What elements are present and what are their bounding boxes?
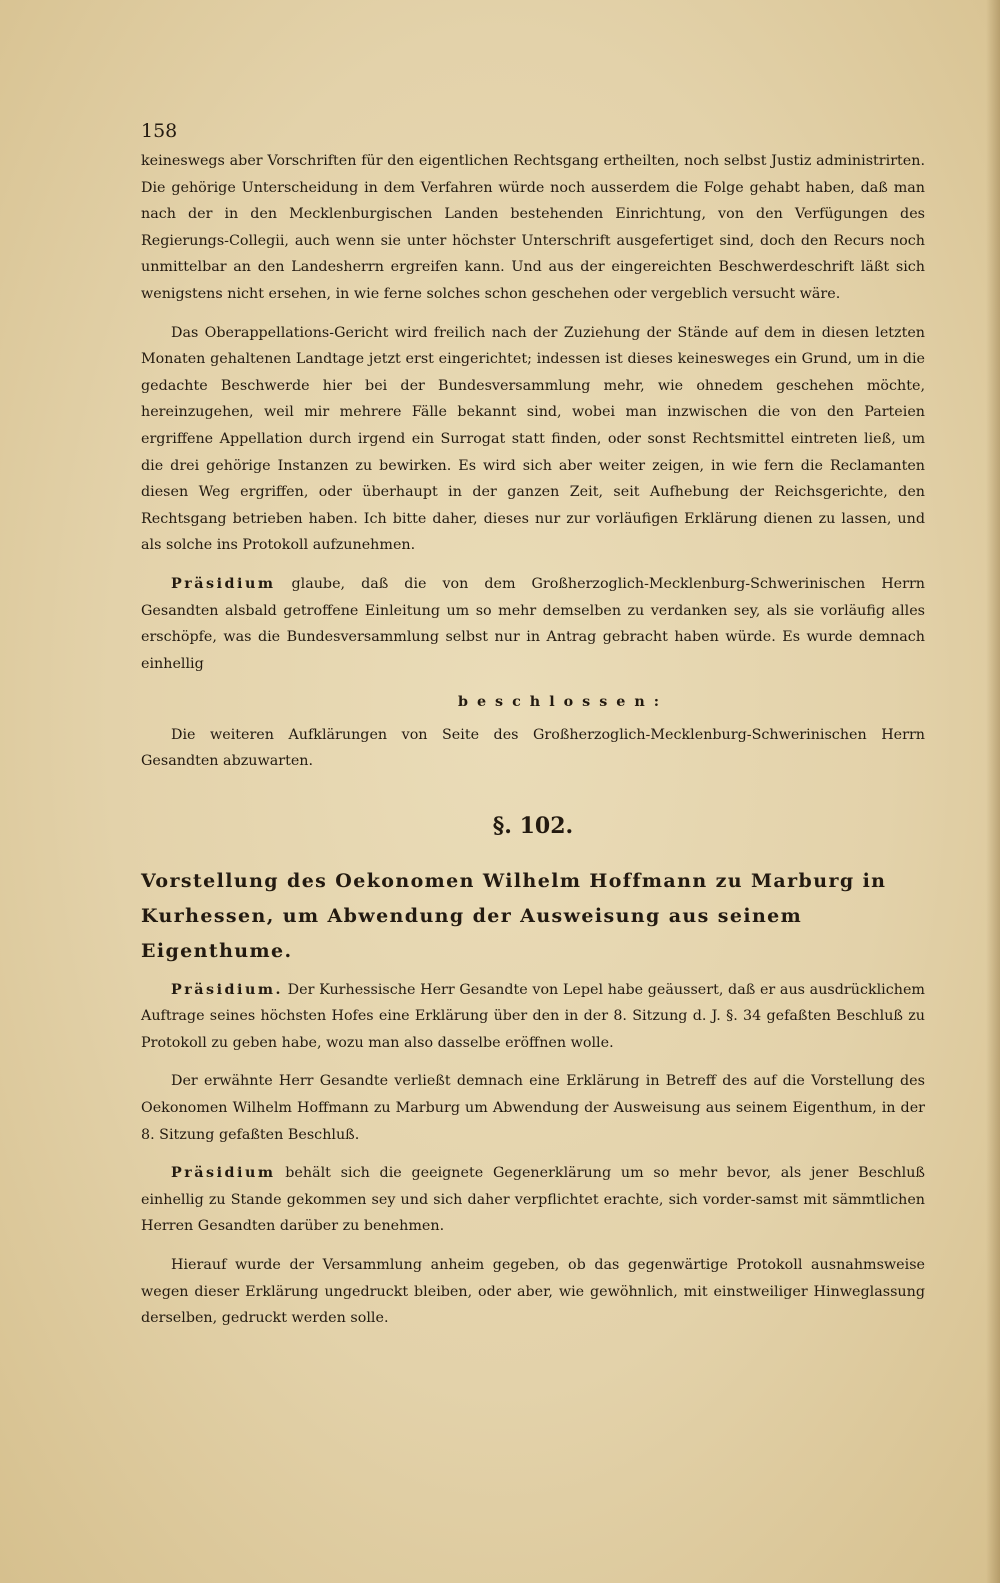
section-number: §. 102. (492, 813, 574, 840)
paragraph-6: Der erwähnte Herr Gesandte verließt demnach eine Erklärung in Betreff des auf die Vorstellung des Oekonomen Wilhelm Hoffmann zu Marburg um Abwendung der Ausweisung aus seinem Eigenthum, in der 8. Sitzung gefaßten Beschluß. (141, 1073, 925, 1143)
paragraph-3 (141, 571, 925, 677)
praesidium-lead-2: Präsidium. (171, 981, 283, 998)
resolution-label: beschlossen: (457, 694, 669, 711)
paragraph-5-text: Der Kurhessische Herr Gesandte von Lepel habe geäussert, daß er aus ausdrücklichem Auftrage seines höchsten Hofes eine Erklärung über den in der 8. Sitzung d. J. §. 34 gefaßten Beschluß zu Protokoll zu geben habe, wozu man also dasselbe eröffnen wolle. (141, 981, 925, 1051)
paragraph-8: Hierauf wurde der Versammlung anheim gegeben, ob das gegenwärtige Protokoll ausnahmsweise wegen dieser Erklärung ungedruckt bleiben, oder aber, wie gewöhnlich, mit einstweiliger Hinweglassung derselben, gedruckt werden solle. (141, 1257, 925, 1327)
page-text (141, 118, 925, 1332)
paragraph-4: Die weiteren Aufklärungen von Seite des Großherzoglich-Mecklenburg-Schwerinischen Herrn Gesandten abzuwarten. (141, 726, 925, 770)
paragraph-1: keineswegs aber Vorschriften für den eigentlichen Rechtsgang ertheilten, noch selbst Justiz administrirten. Die gehörige Unterscheidung in dem Verfahren würde noch ausserdem die Folge gehabt haben, daß man nach der in den Mecklenburgischen Landen bestehenden Einrichtung, von den Verfügungen des Regierungs-Collegii, auch wenn sie unter höchster Unterschrift ausgefertiget sind, doch den Recurs noch unmittelbar an den Landesherrn ergreifen kann. Und aus der eingereichten Beschwerdeschrift läßt sich wenigstens nicht ersehen, in wie ferne solches schon geschehen oder vergeblich versucht wäre. (141, 153, 925, 302)
paragraph-7-text: behält sich die geeignete Gegenerklärung um so mehr bevor, als jener Beschluß einhellig zu Stande gekommen sey und sich daher verpflichtet erachte, sich vorder-samst mit sämmtlichen Herren Gesandten darüber zu benehmen. (141, 1165, 925, 1235)
page-number: 158 (141, 120, 178, 142)
paragraph-7 (141, 1160, 925, 1240)
praesidium-lead: Präsidium (171, 575, 276, 592)
praesidium-lead-3: Präsidium (171, 1165, 276, 1182)
paragraph-3-text: glaube, daß die von dem Großherzoglich-Mecklenburg-Schwerinischen Herrn Gesandten alsbald getroffene Einleitung um so mehr demselben zu verdanken sey, als sie vorläufig alles erschöpfe, was die Bundesversammlung selbst nur in Antrag gebracht haben würde. Es wurde demnach einhellig (141, 575, 925, 672)
paragraph-2: Das Oberappellations-Gericht wird freilich nach der Zuziehung der Stände auf dem in diesen letzten Monaten gehaltenen Landtage jetzt erst eingerichtet; indessen ist dieses keinesweges ein Grund, um in die gedachte Beschwerde hier bei der Bundesversammlung mehr, wie ohnedem geschehen möchte, hereinzugehen, weil mir mehrere Fälle bekannt sind, wobei man inzwischen die von den Parteien ergriffene Appellation durch irgend ein Surrogat statt finden, oder sonst Rechtsmittel eintreten ließ, um die drei gehörige Instanzen zu bewirken. Es wird sich aber weiter zeigen, in wie fern die Reclamanten diesen Weg ergriffen, oder überhaupt in der ganzen Zeit, seit Aufhebung der Reichsgerichte, den Rechtsgang betrieben haben. Ich bitte daher, dieses nur zur vorläufigen Erklärung dienen zu lassen, und als solche ins Protokoll aufzunehmen. (141, 324, 925, 554)
section-heading: Vorstellung des Oekonomen Wilhelm Hoffmann zu Marburg in Kurhessen, um Abwendung der Ausweisung aus seinem Eigenthume. (141, 869, 887, 962)
paragraph-5 (141, 977, 925, 1057)
